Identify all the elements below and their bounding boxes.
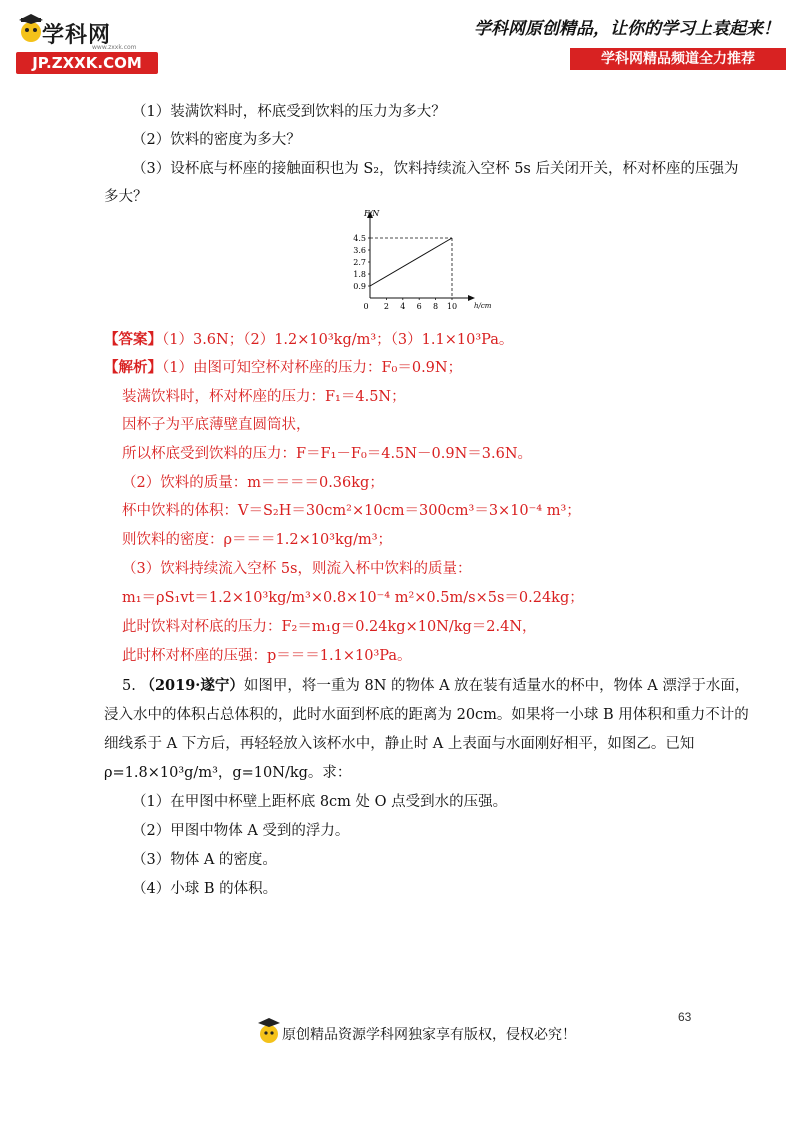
answer-text: （1）3.6N；（2）1.2×10³kg/m³；（3）1.1×10³Pa。 xyxy=(162,332,514,348)
x-tick-label: 2 xyxy=(383,302,389,311)
problem-5-sub-1: （1）在甲图中杯壁上距杯底 8cm 处 O 点受到水的压强。 xyxy=(132,794,508,810)
question-3-line2: 多大？ xyxy=(104,189,148,205)
analysis-line-5: （2）饮料的质量：m＝＝＝＝0.36kg； xyxy=(122,475,384,491)
analysis-line-1 xyxy=(104,358,462,378)
analysis-line-3: 因杯子为平底薄壁直圆筒状， xyxy=(122,417,311,433)
analysis-label: 【解析】 xyxy=(104,359,162,376)
series-line xyxy=(370,238,452,286)
analysis-line-11: 此时杯对杯座的压强：p＝＝＝1.1×10³Pa。 xyxy=(122,648,412,664)
logo-banner: JP.ZXXK.COM xyxy=(16,52,158,74)
analysis-line-6: 杯中饮料的体积：V＝S₂H＝30cm²×10cm＝300cm³＝3×10⁻⁴ m³； xyxy=(122,503,581,519)
problem-text-1: 如图甲，将一重为 8N 的物体 A 放在装有适量水的杯中，物体 A 漂浮于水面， xyxy=(243,678,750,694)
x-tick-label: 10 xyxy=(446,302,458,311)
y-tick-label: 0.9 xyxy=(353,282,366,291)
mascot-icon xyxy=(18,12,44,46)
x-tick-label: 4 xyxy=(400,302,406,311)
y-axis-label: F/N xyxy=(364,209,380,218)
x-axis-label: h/cm xyxy=(474,302,492,310)
y-tick-label: 4.5 xyxy=(353,234,366,243)
force-height-chart xyxy=(330,206,492,318)
problem-5-sub-2: （2）甲图中物体 A 受到的浮力。 xyxy=(132,823,350,839)
page-number: 63 xyxy=(678,1010,692,1024)
question-1: （1）装满饮料时，杯底受到饮料的压力为多大？ xyxy=(132,104,446,120)
problem-5-line-3: 细线系于 A 下方后，再轻轻放入该杯水中，静止时 A 上表面与水面刚好相平，如图乙。已知 xyxy=(104,736,695,752)
analysis-text-1: （1）由图可知空杯对杯座的压力：F₀＝0.9N； xyxy=(162,360,463,376)
problem-5-sub-3: （3）物体 A 的密度。 xyxy=(132,852,277,868)
header-slogan: 学科网原创精品，让你的学习上袁起来！ xyxy=(474,19,780,39)
footer-mascot-icon xyxy=(258,1016,280,1046)
problem-5-line-2: 浸入水中的体积占总体积的，此时水面到杯底的距离为 20cm。如果将一小球 B 用体积和重力不计的 xyxy=(104,707,749,723)
answer-label: 【答案】 xyxy=(104,331,162,348)
analysis-line-8: （3）饮料持续流入空杯 5s，则流入杯中饮料的质量： xyxy=(122,561,472,577)
problem-source: （2019·遂宁） xyxy=(140,677,244,694)
analysis-line-2: 装满饮料时，杯对杯座的压力：F₁＝4.5N； xyxy=(122,389,406,405)
problem-5-sub-4: （4）小球 B 的体积。 xyxy=(132,881,278,897)
footer-text: 原创精品资源学科网独家享有版权，侵权必究！ xyxy=(282,1027,576,1043)
x-tick-label: 0 xyxy=(363,302,369,311)
y-tick-label: 2.7 xyxy=(353,258,366,267)
x-axis-arrow xyxy=(468,295,475,301)
question-2: （2）饮料的密度为多大？ xyxy=(132,132,301,148)
y-tick-label: 1.8 xyxy=(353,270,366,279)
y-tick-label: 3.6 xyxy=(353,246,366,255)
analysis-line-10: 此时饮料对杯底的压力：F₂＝m₁g＝0.24kg×10N/kg＝2.4N， xyxy=(122,619,537,635)
answer-line xyxy=(104,330,513,350)
analysis-line-9: m₁＝ρS₁vt＝1.2×10³kg/m³×0.8×10⁻⁴ m²×0.5m/s×5s＝0.24kg； xyxy=(122,590,584,606)
x-tick-label: 6 xyxy=(416,302,422,311)
header-banner: 学科网精品频道全力推荐 xyxy=(570,48,786,70)
problem-number: 5. xyxy=(122,678,136,694)
question-3-line1: （3）设杯底与杯座的接触面积也为 S₂，饮料持续流入空杯 5s 后关闭开关，杯对杯座的压强为 xyxy=(132,161,739,177)
logo-text: 学科网 xyxy=(42,23,112,48)
problem-5-line-1 xyxy=(122,676,749,696)
logo-sub: www.zxxk.com xyxy=(92,44,137,51)
analysis-line-4: 所以杯底受到饮料的压力：F＝F₁－F₀＝4.5N－0.9N＝3.6N。 xyxy=(122,446,533,462)
problem-5-line-4: ρ=1.8×10³g/m³，g=10N/kg。求： xyxy=(104,765,352,781)
x-tick-label: 8 xyxy=(433,302,439,311)
analysis-line-7: 则饮料的密度：ρ＝＝＝1.2×10³kg/m³； xyxy=(122,532,393,548)
